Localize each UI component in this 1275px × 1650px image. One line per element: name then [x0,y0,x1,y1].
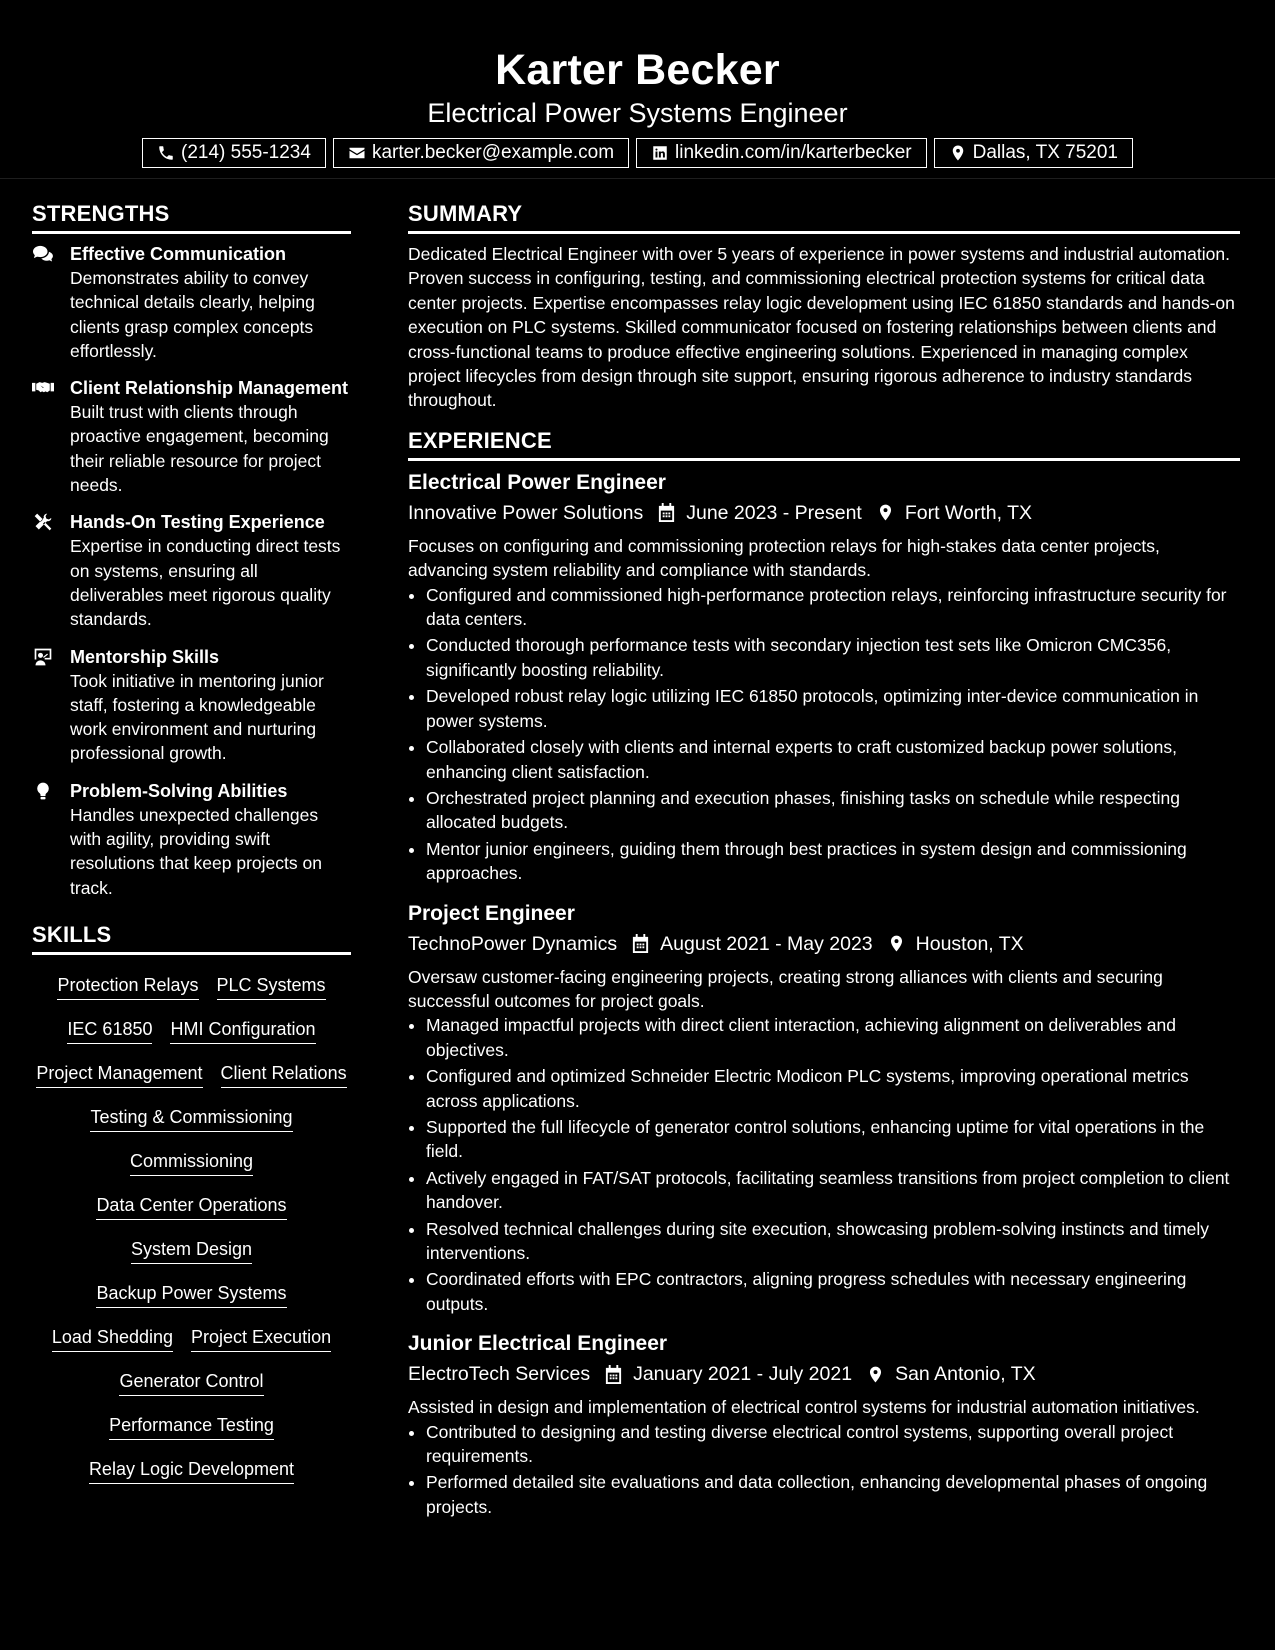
skills-list [32,973,351,1484]
job-bullet: • Contributed to designing and testing diverse electrical control systems, supporting overall project requirements. [426,1420,1240,1469]
job-meta [408,1359,1240,1389]
job-description: Oversaw customer-facing engineering projects, creating strong alliances with clients and securing successful outcomes for project goals. [408,966,1163,1011]
strength-name: Effective Communication [70,244,287,264]
strength-desc: Expertise in conducting direct tests on systems, ensuring all deliverables meet rigorous quality standards. [70,536,341,630]
candidate-name: Karter Becker [495,46,780,94]
strength-item [32,242,351,363]
linkedin-text: linkedin.com/in/karterbecker [675,142,912,163]
skill-tag: HMI Configuration [170,1017,315,1044]
strength-name: Hands-On Testing Experience [70,512,325,533]
skill-tag: Project Execution [191,1325,331,1352]
skill-tag: Project Management [36,1061,202,1088]
job-meta [408,498,1240,528]
skill-tag: Backup Power Systems [96,1281,286,1308]
job-bullet: • Configured and commissioned high-performance protection relays, reinforcing infrastructure security for data centers. [426,583,1240,632]
job-meta [408,929,1240,959]
contact-bar [0,138,1275,168]
skill-tag: System Design [131,1237,252,1264]
skill-tag: Commissioning [130,1149,253,1176]
skill-tag: Protection Relays [57,973,198,1000]
job-bullets [408,1013,1240,1316]
job-bullets [408,1420,1240,1520]
map-marker-icon [949,144,967,162]
skill-tag: Performance Testing [109,1413,274,1440]
candidate-title: Electrical Power Systems Engineer [427,98,848,128]
phone-text: (214) 555-1234 [181,142,311,163]
resume-header [0,0,1275,179]
job-company: ElectroTech Services [408,1363,591,1386]
strength-desc: Built trust with clients through proactive engagement, becoming their reliable resource for project needs. [70,402,329,496]
strength-item [32,376,351,497]
contact-email[interactable] [333,138,629,168]
skill-tag: Testing & Commissioning [90,1105,292,1132]
job-bullet: • Supported the full lifecycle of generator control solutions, enhancing uptime for vital operations in the field. [426,1115,1240,1164]
map-marker-icon [866,1364,885,1385]
strength-name: Client Relationship Management [70,378,349,399]
job-bullet: • Managed impactful projects with direct client interaction, achieving alignment on deliverables and objectives. [426,1013,1240,1062]
job-bullet: • Developed robust relay logic utilizing IEC 61850 protocols, optimizing inter-device communication in power systems. [426,684,1240,733]
job-location: Houston, TX [915,932,1024,955]
job-dates: August 2021 - May 2023 [660,932,873,955]
left-column [32,200,351,1484]
map-marker-icon [876,502,895,523]
contact-phone[interactable] [142,138,326,168]
contact-linkedin[interactable] [636,138,927,168]
job-dates: January 2021 - July 2021 [633,1363,853,1386]
strength-desc: Handles unexpected challenges with agility, providing swift resolutions that keep projects on track. [70,804,322,898]
tools-icon [32,512,54,532]
job-title: Electrical Power Engineer [408,470,666,494]
teacher-icon [32,647,54,667]
job-title: Project Engineer [408,901,575,925]
skill-tag: Relay Logic Development [89,1457,294,1484]
job-bullet: • Configured and optimized Schneider Electric Modicon PLC systems, improving operational metrics across applications. [426,1064,1240,1113]
strengths-heading: STRENGTHS [32,200,351,234]
job-entry [408,1330,1240,1519]
contact-location[interactable] [934,138,1133,168]
comments-icon [32,244,54,264]
strength-item [32,779,351,900]
job-company: TechnoPower Dynamics [408,932,618,955]
job-bullets [408,583,1240,886]
right-column [408,200,1240,1533]
job-location: San Antonio, TX [895,1363,1036,1386]
envelope-icon [348,144,366,162]
email-text: karter.becker@example.com [371,142,615,163]
job-entry [408,469,1240,886]
phone-icon [157,144,175,162]
job-bullet: • Collaborated closely with clients and internal experts to craft customized backup power solutions, enhancing client satisfaction. [426,735,1240,784]
linkedin-icon [651,144,669,162]
strength-name: Mentorship Skills [70,646,220,667]
job-title: Junior Electrical Engineer [408,1332,668,1356]
job-bullet: • Orchestrated project planning and execution phases, finishing tasks on schedule while respecting allocated budgets. [426,786,1240,835]
calendar-icon [631,933,650,954]
strength-name: Problem-Solving Abilities [70,780,288,801]
map-marker-icon [887,933,906,954]
summary-heading: SUMMARY [408,200,1240,234]
job-description: Assisted in design and implementation of electrical control systems for industrial automation initiatives. [408,1397,1200,1418]
skill-tag: IEC 61850 [67,1017,152,1044]
job-description: Focuses on configuring and commissioning protection relays for high-stakes data center projects, advancing system reliability and compliance with standards. [408,535,1160,581]
strength-item [32,510,351,631]
calendar-icon [657,502,676,523]
strength-item [32,645,351,766]
job-company: Innovative Power Solutions [408,501,644,524]
skills-heading: SKILLS [32,921,351,955]
lightbulb-icon [32,781,54,801]
job-bullet: • Actively engaged in FAT/SAT protocols, facilitating seamless transitions from project completion to client handover. [426,1166,1240,1215]
strength-desc: Demonstrates ability to convey technical details clearly, helping clients grasp complex concepts effortlessly. [70,268,315,361]
skill-tag: Client Relations [221,1061,347,1088]
job-dates: June 2023 - Present [686,501,862,524]
job-bullet: • Resolved technical challenges during site execution, showcasing problem-solving instincts and timely interventions. [426,1217,1240,1266]
skill-tag: Load Shedding [52,1325,173,1352]
job-bullet: • Coordinated efforts with EPC contractors, aligning progress schedules with necessary engineering outputs. [426,1267,1240,1316]
calendar-icon [604,1364,623,1385]
job-location: Fort Worth, TX [904,501,1032,524]
handshake-icon [32,378,54,398]
summary-text: Dedicated Electrical Engineer with over 5 years of experience in power systems and industrial automation. Proven success in configuring, testing, and commissioning electrical protection systems for critical data center projects. Expertise encompasses relay logic development using IEC 61850 standards and hands-on execution on PLC systems. Skilled communicator focused on fostering relationships between clients and cross-functional teams to produce effective engineering solutions. Experienced in managing complex project lifecycles from design through site support, ensuring rigorous adherence to industry standards throughout. [408,244,1235,411]
skill-tag: Data Center Operations [96,1193,286,1220]
location-text: Dallas, TX 75201 [972,142,1118,163]
job-bullet: • Mentor junior engineers, guiding them through best practices in system design and commissioning approaches. [426,837,1240,886]
job-bullet: • Performed detailed site evaluations and data collection, enhancing developmental phases of ongoing projects. [426,1470,1240,1519]
experience-heading: EXPERIENCE [408,427,1240,461]
job-bullet: • Conducted thorough performance tests with secondary injection test sets like Omicron CMC356, significantly boosting reliability. [426,633,1240,682]
job-entry [408,900,1240,1317]
strength-desc: Took initiative in mentoring junior staff, fostering a knowledgeable work environment and nurturing professional growth. [70,670,324,764]
skill-tag: PLC Systems [217,973,326,1000]
skill-tag: Generator Control [119,1369,263,1396]
